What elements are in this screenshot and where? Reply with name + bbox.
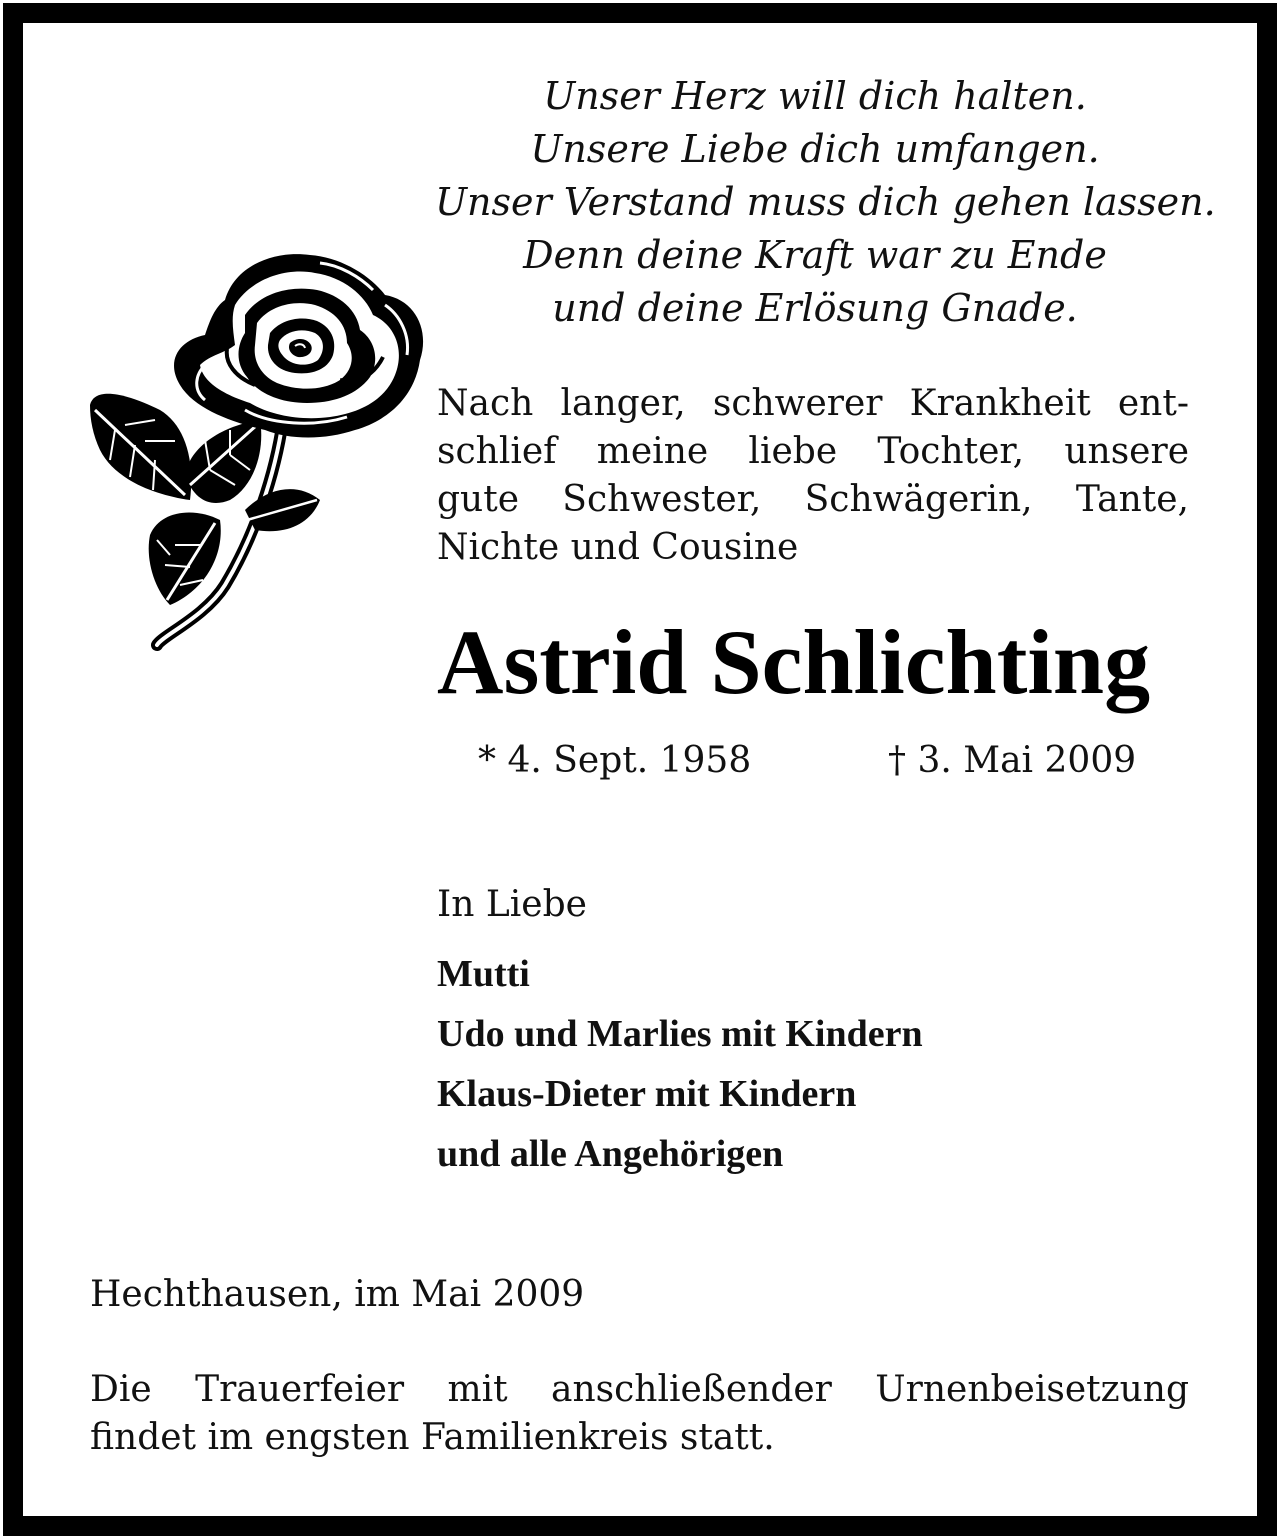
notice-line: Die Trauerfeier mit anschließender Urnenbeisetzung (90, 1369, 1189, 1410)
birth-date: * 4. Sept. 1958 (478, 740, 752, 781)
place-date: Hechthausen, im Mai 2009 (90, 1274, 585, 1315)
poem-line: und deine Erlösung Gnade. (552, 286, 1078, 330)
family-member: Klaus-Dieter mit Kindern (437, 1073, 857, 1115)
death-date: † 3. Mai 2009 (888, 740, 1137, 781)
family-list (437, 944, 923, 1184)
family-member: und alle Angehörigen (437, 1133, 784, 1175)
deceased-name: Astrid Schlichting (437, 611, 1151, 713)
intro-line: schlief meine liebe Tochter, unsere (437, 431, 1189, 472)
intro-text (437, 380, 1189, 572)
poem-line: Denn deine Kraft war zu Ende (523, 233, 1107, 277)
poem-line: Unser Verstand muss dich gehen lassen. (435, 180, 1216, 224)
poem-line: Unsere Liebe dich umfangen. (530, 127, 1100, 171)
family-member: Udo und Marlies mit Kindern (437, 1013, 923, 1055)
poem-line: Unser Herz will dich halten. (543, 74, 1087, 118)
in-love-label: In Liebe (437, 884, 587, 925)
funeral-notice (90, 1366, 1189, 1462)
intro-line: Nach langer, schwerer Krankheit ent- (437, 383, 1189, 424)
notice-line: findet im engsten Familienkreis statt. (90, 1417, 775, 1458)
family-member: Mutti (437, 953, 530, 995)
poem (435, 70, 1216, 335)
rose-icon (85, 245, 430, 660)
intro-line: gute Schwester, Schwägerin, Tante, (437, 479, 1189, 520)
intro-line: Nichte und Cousine (437, 527, 799, 568)
